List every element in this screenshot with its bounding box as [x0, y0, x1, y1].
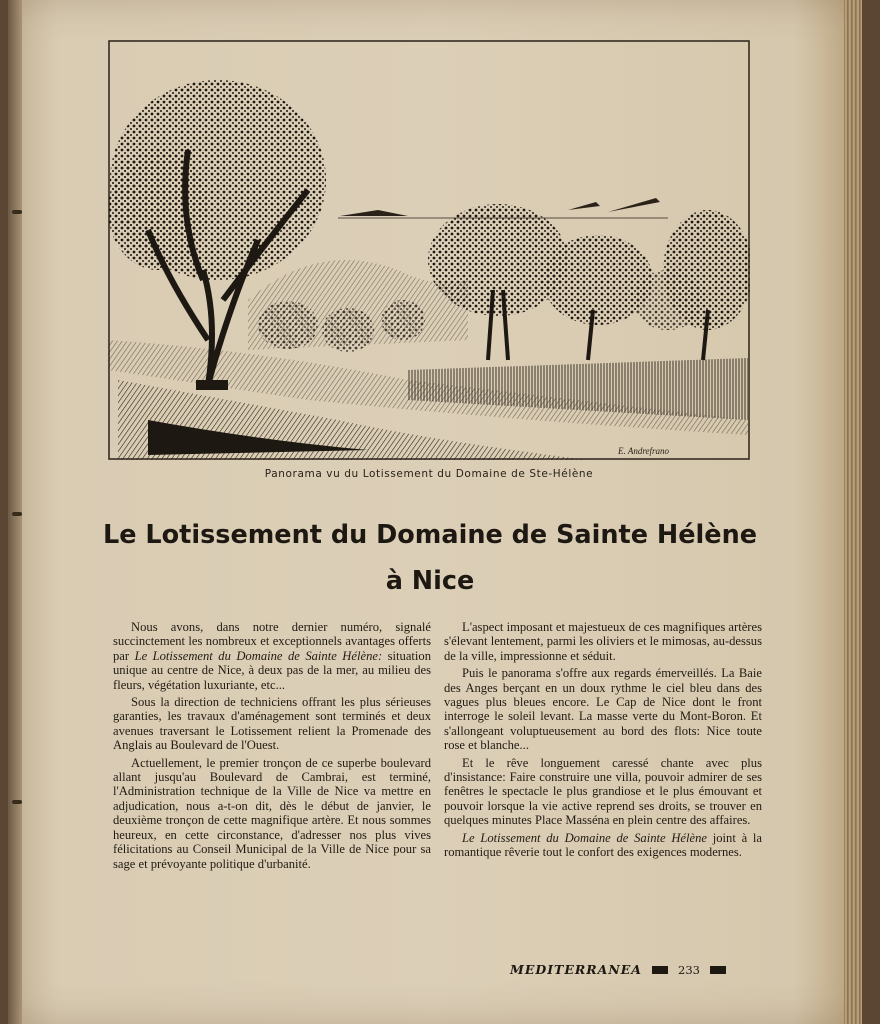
paragraph: Puis le panorama s'offre aux regards émerveillés. La Baie des Anges berçant en un doux rythme le ciel bleu dans des vagues plus bleues encore. Le Cap de Nice dont le front interroge le soleil levant. La masse verte du Mont-Boron. Et s'allongeant voluptueusement au bord des flots: Nice toute rose et blanche... — [444, 666, 762, 753]
paragraph: Le Lotissement du Domaine de Sainte Hélène joint à la romantique rêverie tout le confort des exigences modernes. — [444, 830, 762, 860]
ornament-block — [710, 966, 726, 974]
paragraph: Actuellement, le premier tronçon de ce superbe boulevard allant jusqu'au Boulevard de Cambrai, est terminé, l'Administration technique de la Ville de Nice va mettre en adjudication, nous a-t-on dit, dès le début de janvier, le deuxième tronçon de cette magnifique artère. Et nous sommes heureux, en cette circonstance, d'adresser nos plus vives félicitations au Conseil Municipal de la Ville de Nice pour sa sage et prévoyante politique d'urbanité. — [113, 755, 431, 871]
magazine-name: MEDITERRANEA — [510, 962, 643, 977]
binding-stitch — [12, 210, 22, 214]
article-title — [80, 512, 780, 604]
paragraph: L'aspect imposant et majestueux de ces magnifiques artères s'élevant lentement, parmi les oliviers et le mimosas, au-dessus de la ville, impressionne et séduit. — [444, 620, 762, 663]
page-number: 233 — [678, 962, 700, 977]
article-column-left — [113, 620, 431, 871]
page-stack-edge — [844, 0, 862, 1024]
paragraph: Sous la direction de techniciens offrant les plus sérieuses garanties, les travaux d'aménagement sont terminés et deux avenues traversant le Lotissement relient la Promenade des Anglais au Boulevard de l'Ouest. — [113, 695, 431, 753]
artist-signature: E. Andrefrano — [618, 446, 669, 456]
title-line: Le Lotissement du Domaine de Sainte Hélène — [102, 520, 758, 550]
binding-stitch — [12, 512, 22, 516]
title-line: à Nice — [385, 566, 475, 596]
emphasis: Le Lotissement du Domaine de Sainte Hélène — [462, 830, 707, 845]
article-column-right — [444, 620, 762, 860]
ornament-block — [652, 966, 668, 974]
panorama-illustration — [108, 40, 750, 460]
page-footer — [510, 962, 770, 977]
binding-stitch — [12, 800, 22, 804]
paragraph: Nous avons, dans notre dernier numéro, signalé succinctement les nombreux et exceptionnels avantages offerts par Le Lotissement du Domaine de Sainte Hélène: situation unique au centre de Nice, à deux pas de la mer, au milieu des fleurs, végétation luxuriante, etc... — [113, 620, 432, 692]
illustration-caption: Panorama vu du Lotissement du Domaine de Ste-Hélène — [264, 468, 594, 480]
emphasis: Le Lotissement du Domaine de Sainte Hélène: — [134, 648, 383, 663]
paragraph: Et le rêve longuement caressé chante avec plus d'insistance: Faire construire une villa, pouvoir admirer de ses fenêtres le spectacle le plus grandiose et le plus émouvant et pouvoir lorsque la vie active reprend ses droits, se trouver en quelques minutes Place Masséna en plein centre des affaires. — [444, 755, 762, 828]
